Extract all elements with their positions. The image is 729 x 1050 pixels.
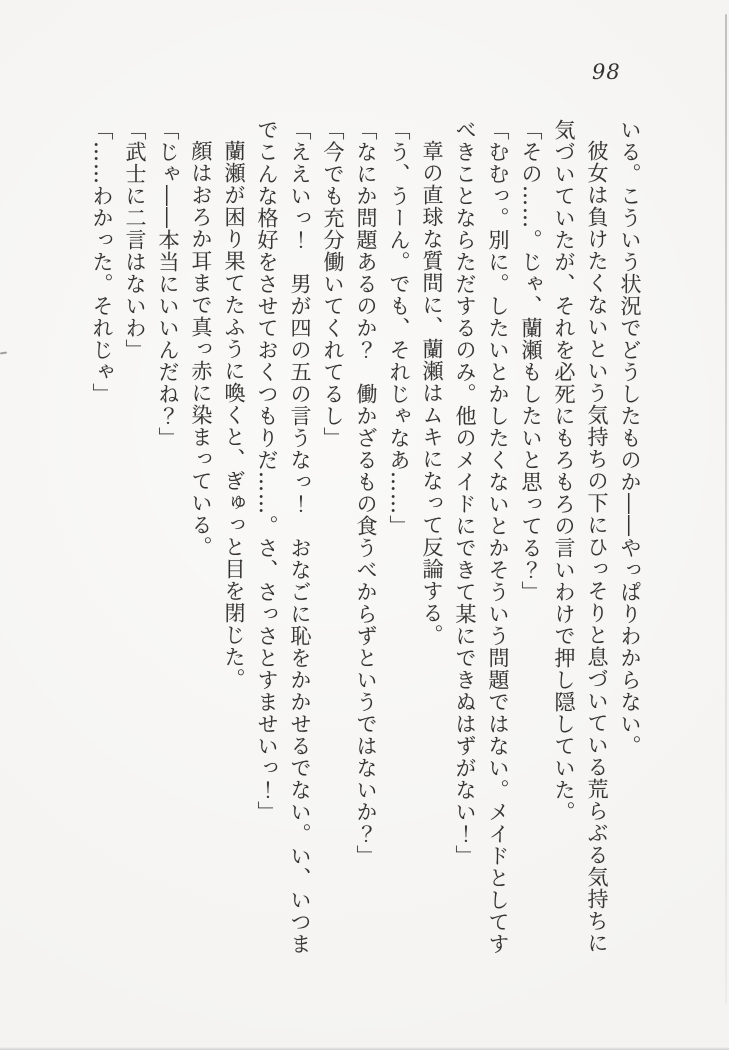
paragraph: 「ええいっ！ 男が四の五の言うなっ！ おなごに恥をかかせるでない。い、いつまでこんな格好をさせておくつもりだ……。さ、さっさとすませいっ！」 xyxy=(255,119,312,955)
paragraph: 「武士に二言はないわ」 xyxy=(123,119,147,361)
paragraph: 蘭瀬が困り果てたふうに喚くと、ぎゅっと目を閉じた。 xyxy=(222,140,246,690)
paragraph: 「……わかった。それじゃ」 xyxy=(90,119,114,405)
paragraph: 「その……。じゃ、蘭瀬もしたいと思ってる？」 xyxy=(519,119,543,603)
paragraph: 「むむっ。別に。したいとかしたくないとかそういう問題ではない。メイドとしてすべきことならただするのみ。他のメイドにできて某にできぬはずがない！」 xyxy=(453,119,510,955)
vertical-text-block xyxy=(84,119,646,961)
paragraph: 顔はおろか耳まで真っ赤に染まっている。 xyxy=(189,140,213,558)
paragraph: 「なにか問題あるのか？ 働かざるもの食うべからずというではないか？」 xyxy=(354,119,378,867)
paragraph: 章の直球な質問に、蘭瀬はムキになって反論する。 xyxy=(420,140,444,646)
page-number: 98 xyxy=(592,60,621,84)
scan-artifact-speck xyxy=(0,352,7,355)
paragraph: 「う、うーん。でも、それじゃなあ……」 xyxy=(387,119,411,537)
paragraph: 「じゃ――本当にいいんだね？」 xyxy=(156,119,180,449)
scan-edge-right xyxy=(725,14,727,1004)
paragraph: 「今でも充分働いてくれてるし」 xyxy=(321,119,345,449)
paragraph: いる。こういう状況でどうしたものか――やっぱりわからない。 xyxy=(618,119,642,757)
paragraph: 彼女は負けたくないという気持ちの下にひっそりと息づいている荒らぶる気持ちに気づいていたが、それを必死にもろもろの言いわけで押し隠していた。 xyxy=(552,119,609,954)
